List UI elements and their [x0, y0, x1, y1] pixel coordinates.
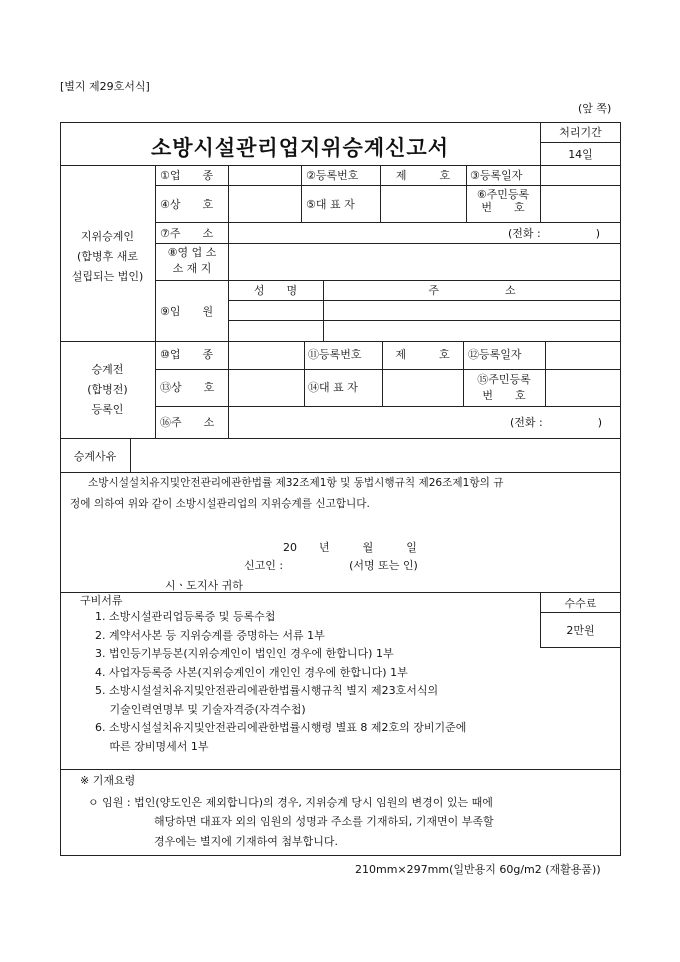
- officer-name-header: 성 명: [253, 284, 298, 297]
- successor-section-label: 지위승계인 (합병후 새로 설립되는 법인): [71, 230, 144, 283]
- reg-date-label: ③등록일자: [470, 169, 523, 182]
- notes-line-1: ㅇ 임원 : 법인(양도인은 제외합니다)의 경우, 지위승계 당시 임원의 변경이 있는 때에: [88, 796, 493, 809]
- prev-representative-label: ⑭대 표 자: [308, 381, 358, 394]
- prev-reg-number-label: ⑪등록번호: [308, 348, 362, 361]
- prev-trade-name-label: ⑬상 호: [160, 381, 215, 394]
- prev-business-type-label: ⑩업 종: [160, 348, 214, 361]
- form-reference: [별지 제29호서식]: [60, 80, 150, 93]
- prev-resident-number-label: ⑮주민등록 번 호: [477, 373, 531, 402]
- documents-label: 구비서류: [80, 594, 123, 607]
- officer-address-header: 주 소: [428, 284, 516, 297]
- list-item: 4. 사업자등록증 사본(지위승계인이 개인인 경우에 한합니다) 1부: [95, 665, 408, 679]
- declaration-line-1: 소방시설설치유지및안전관리에관한법률 제32조제1항 및 동법시행규칙 제26조제1항의 규: [88, 477, 504, 489]
- processing-period-value: 14일: [568, 148, 593, 161]
- prev-reg-number-field[interactable]: 제 호: [395, 348, 450, 361]
- page-side-label: (앞 쪽): [578, 102, 612, 115]
- applicant-signature-line[interactable]: 신고인 : (서명 또는 인): [244, 559, 418, 572]
- resident-number-label: ⑥주민등록 번 호: [476, 188, 530, 214]
- reg-number-field[interactable]: 제 호: [395, 169, 451, 182]
- prev-phone-field[interactable]: (전화 : ): [510, 416, 603, 429]
- succession-reason-label: 승계사유: [73, 450, 117, 463]
- list-item: 5. 소방시설설치유지및안전관리에관한법률시행규칙 별지 제23호서식의: [95, 684, 439, 697]
- reg-date-field[interactable]: [541, 166, 620, 184]
- representative-label: ⑤대 표 자: [306, 198, 355, 211]
- phone-field[interactable]: (전화 : ): [508, 227, 601, 240]
- notes-line-2: 해당하면 대표자 외의 임원의 성명과 주소를 기재하되, 기재면이 부족할: [154, 815, 494, 828]
- notes-label: ※ 기재요령: [80, 774, 136, 787]
- reg-number-label: ②등록번호: [306, 169, 359, 182]
- business-type-field[interactable]: [229, 166, 300, 184]
- processing-period-label: 처리기간: [559, 126, 602, 139]
- paper-spec: 210mm×297mm(일반용지 60g/m2 (재활용품)): [355, 863, 601, 876]
- date-line: 20 년 월 일: [283, 541, 417, 554]
- officers-label: ⑨임 원: [160, 305, 214, 318]
- trade-name-label: ④상 호: [160, 198, 214, 211]
- succession-reason-field[interactable]: [131, 439, 620, 471]
- list-item: 1. 소방시설관리업등록증 및 등록수첩: [95, 610, 276, 623]
- addressee: 시ㆍ도지사 귀하: [165, 579, 243, 592]
- list-item: 기술인력연명부 및 기술자격증(자격수첩): [95, 702, 306, 716]
- documents-list: [95, 608, 466, 756]
- list-item: 3. 법인등기부등본(지위승계인이 법인인 경우에 한합니다) 1부: [95, 647, 394, 660]
- list-item: 따른 장비명세서 1부: [95, 739, 209, 753]
- notes-line-3: 경우에는 별지에 기재하여 첨부합니다.: [154, 835, 339, 848]
- fee-label: 수수료: [564, 597, 597, 610]
- office-location-label: ⑧영 업 소 소 재 지: [167, 246, 217, 275]
- prev-reg-date-label: ⑫등록일자: [468, 348, 522, 361]
- form-title: 소방시설관리업지위승계신고서: [150, 135, 449, 160]
- business-type-label: ①업 종: [160, 169, 214, 182]
- address-label: ⑦주 소: [160, 227, 214, 240]
- prev-business-type-field[interactable]: [229, 342, 303, 368]
- list-item: 6. 소방시설설치유지및안전관리에관한법률시행령 별표 8 제2호의 장비기준에: [95, 721, 467, 734]
- list-item: 2. 계약서사본 등 지위승계를 증명하는 서류 1부: [95, 628, 325, 642]
- prev-address-label: ⑯주 소: [160, 416, 215, 429]
- fee-value: 2만원: [566, 624, 595, 637]
- declaration-line-2: 정에 의하여 위와 같이 소방시설관리업의 지위승계를 신고합니다.: [70, 498, 370, 510]
- predecessor-section-label: 승계전 (합병전) 등록인: [87, 363, 128, 416]
